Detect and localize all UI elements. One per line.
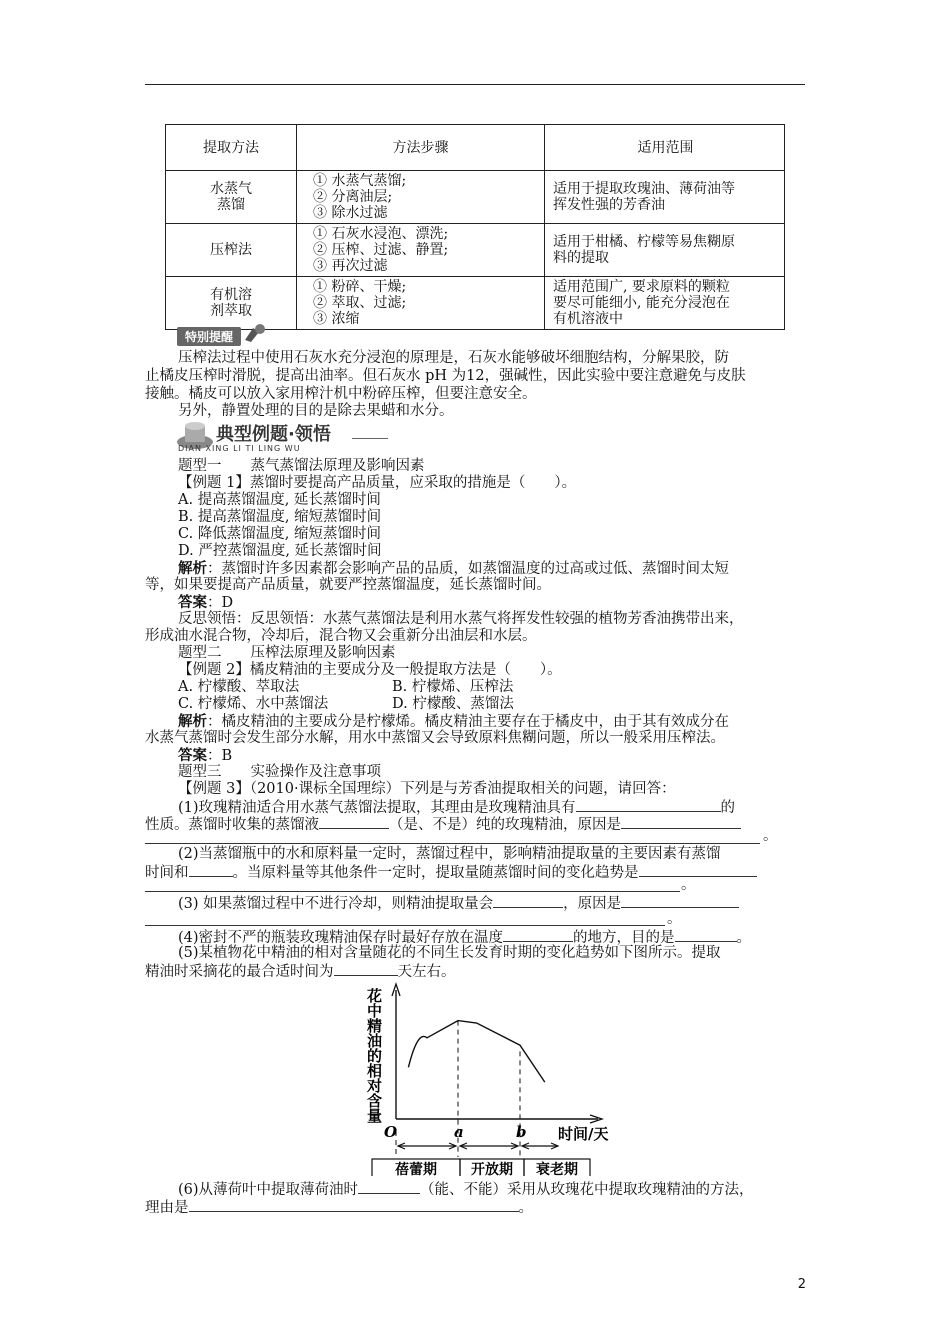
answer-blank[interactable] (503, 928, 573, 942)
option: B. 提高蒸馏温度, 缩短蒸馏时间 (178, 509, 382, 525)
oil-content-curve (408, 1021, 544, 1083)
answer-blank[interactable] (145, 891, 680, 892)
question-stem: 【例题 3】（2010·课标全国理综）下列是与芳香油提取相关的问题，请回答： (178, 781, 676, 797)
table-row (166, 224, 785, 277)
tip-line: 接触。橘皮可以放入家用榨汁机中粉碎压榨，但要注意安全。 (145, 386, 537, 402)
table-header-cell: 方法步骤 (297, 125, 545, 171)
stage-label: 蓓蕾期 (395, 1162, 437, 1176)
question-stem: 【例题 1】蒸馏时要提高产品质量，应采取的措施是（ ）。 (178, 475, 577, 491)
answer-blank[interactable] (576, 798, 721, 812)
steps-cell: ① 粉碎、干燥; ② 萃取、过滤; ③ 浓缩 (297, 277, 545, 330)
section-pinyin: DIAN XING LI TI LING WU (178, 444, 301, 453)
question-part: (4)密封不严的瓶装玫瑰精油保存时最好存放在温度 的地方，目的是 。 (178, 930, 752, 946)
essential-oil-chart (360, 978, 640, 1176)
question-part: 性质。蒸馏时收集的蒸馏液 （是、不是）纯的玫瑰精油，原因是 (145, 815, 741, 834)
answer-blank[interactable] (639, 863, 757, 877)
answer-line: 答案：B (178, 747, 233, 764)
steps-cell: ① 水蒸气蒸馏; ② 分离油层; ③ 除水过滤 (297, 171, 545, 224)
answer-blank[interactable] (493, 894, 563, 908)
table-header-row (166, 125, 785, 171)
origin-label: O (384, 1123, 398, 1141)
question-part: 时间和 。当原料量等其他条件一定时，提取量随蒸馏时间的变化趋势是 (145, 863, 757, 882)
extraction-methods-table (165, 124, 785, 330)
answer-blank[interactable] (621, 815, 741, 829)
tip-line: 另外，静置处理的目的是除去果蜡和水分。 (178, 403, 454, 419)
option: D. 严控蒸馏温度, 延长蒸馏时间 (178, 543, 382, 559)
option: B. 柠檬烯、压榨法 (392, 679, 514, 695)
question-part: 精油时采摘花的最合适时间为 天左右。 (145, 964, 456, 980)
option: A. 柠檬酸、萃取法 (178, 679, 300, 695)
option: A. 提高蒸馏温度, 延长蒸馏时间 (178, 492, 381, 508)
question-part: 理由是 。 (145, 1200, 533, 1216)
question-part: (3) 如果蒸馏过程中不进行冷却，则精油提取量会 ，原因是 (178, 894, 739, 913)
method-cell: 压榨法 (166, 224, 297, 277)
method-cell: 水蒸气 蒸馏 (166, 171, 297, 224)
answer-blank[interactable] (189, 863, 233, 877)
chart-series (408, 1021, 544, 1083)
analysis-line: 解析：蒸馏时许多因素都会影响产品的品质，如蒸馏温度的过高或过低、蒸馏时间太短 (178, 560, 729, 577)
x-tick-label: a (454, 1123, 464, 1141)
question-type: 题型二 压榨法原理及影响因素 (178, 645, 396, 661)
stage-label: 衰老期 (536, 1162, 578, 1176)
reflect-line: 反思领悟：反思领悟：水蒸气蒸馏法是利用水蒸气将挥发性较强的植物芳香油携带出来， (178, 611, 744, 627)
section-title: 典型例题·领悟 (216, 424, 331, 445)
pen-icon (243, 322, 269, 344)
method-cell: 有机溶 剂萃取 (166, 277, 297, 330)
question-stem: 【例题 2】橘皮精油的主要成分及一般提取方法是（ ）。 (178, 662, 562, 678)
answer-blank[interactable] (189, 1198, 519, 1212)
analysis-line: 解析：橘皮精油的主要成分是柠檬烯。橘皮精油主要存在于橘皮中，由于其有效成分在 (178, 713, 729, 730)
scope-cell: 适用范围广, 要求原料的颗粒 要尽可能细小, 能充分浸泡在 有机溶液中 (545, 277, 785, 330)
table-header-cell: 提取方法 (166, 125, 297, 171)
question-part: (2)当蒸馏瓶中的水和原料量一定时，蒸馏过程中，影响精油提取量的主要因素有蒸馏 (178, 846, 721, 862)
option: C. 降低蒸馏温度, 缩短蒸馏时间 (178, 526, 382, 542)
stage-label: 开放期 (471, 1162, 513, 1176)
section-divider (352, 438, 388, 439)
answer-blank[interactable] (621, 894, 739, 908)
analysis-line: 水蒸气蒸馏时会发生部分水解，用水中蒸馏又会导致原料焦糊问题，所以一般采用压榨法。 (145, 730, 725, 746)
tip-badge: 特别提醒 (177, 327, 241, 346)
tip-line: 压榨法过程中使用石灰水充分浸泡的原理是，石灰水能够破坏细胞结构，分解果胶，防 (178, 350, 729, 366)
page-number: 2 (797, 1277, 806, 1292)
answer-line: 答案：D (178, 594, 234, 611)
header-rule (145, 84, 805, 85)
option: C. 柠檬烯、水中蒸馏法 (178, 696, 329, 712)
scope-cell: 适用于提取玫瑰油、薄荷油等 挥发性强的芳香油 (545, 171, 785, 224)
tip-line: 止橘皮压榨时滑脱，提高出油率。但石灰水 pH 为12，强碱性，因此实验中要注意避免与皮肤 (145, 368, 746, 384)
answer-blank[interactable] (145, 925, 665, 926)
option: D. 柠檬酸、蒸馏法 (392, 696, 514, 712)
table-row (166, 171, 785, 224)
reflect-line: 形成油水混合物，冷却后，混合物又会重新分出油层和水层。 (145, 628, 537, 644)
chart-axes (372, 984, 602, 1176)
answer-blank[interactable] (145, 843, 760, 844)
table-header-cell: 适用范围 (545, 125, 785, 171)
question-part: (5)某植物花中精油的相对含量随花的不同生长发育时期的变化趋势如下图所示。提取 (178, 945, 721, 961)
scope-cell: 适用于柑橘、柠檬等易焦糊原 料的提取 (545, 224, 785, 277)
answer-blank[interactable] (358, 1180, 420, 1194)
steps-cell: ① 石灰水浸泡、漂洗; ② 压榨、过滤、静置; ③ 再次过滤 (297, 224, 545, 277)
question-type: 题型三 实验操作及注意事项 (178, 764, 381, 780)
answer-blank[interactable] (319, 815, 389, 829)
y-axis-label: 花中精油的相对含量 (365, 988, 383, 1123)
x-axis-label: 时间/天 (558, 1125, 609, 1143)
question-type: 题型一 蒸气蒸馏法原理及影响因素 (178, 458, 425, 474)
analysis-line: 等，如果要提高产品质量，就要严控蒸馏温度，延长蒸馏时间。 (145, 577, 551, 593)
answer-blank[interactable] (334, 962, 398, 976)
x-tick-label: b (516, 1123, 527, 1141)
answer-blank[interactable] (675, 928, 737, 942)
question-part: (1)玫瑰精油适合用水蒸气蒸馏法提取，其理由是玫瑰精油具有 的 (178, 800, 736, 816)
question-part: (6)从薄荷叶中提取薄荷油时 （能、不能）采用从玫瑰花中提取玫瑰精油的方法， (178, 1182, 754, 1198)
